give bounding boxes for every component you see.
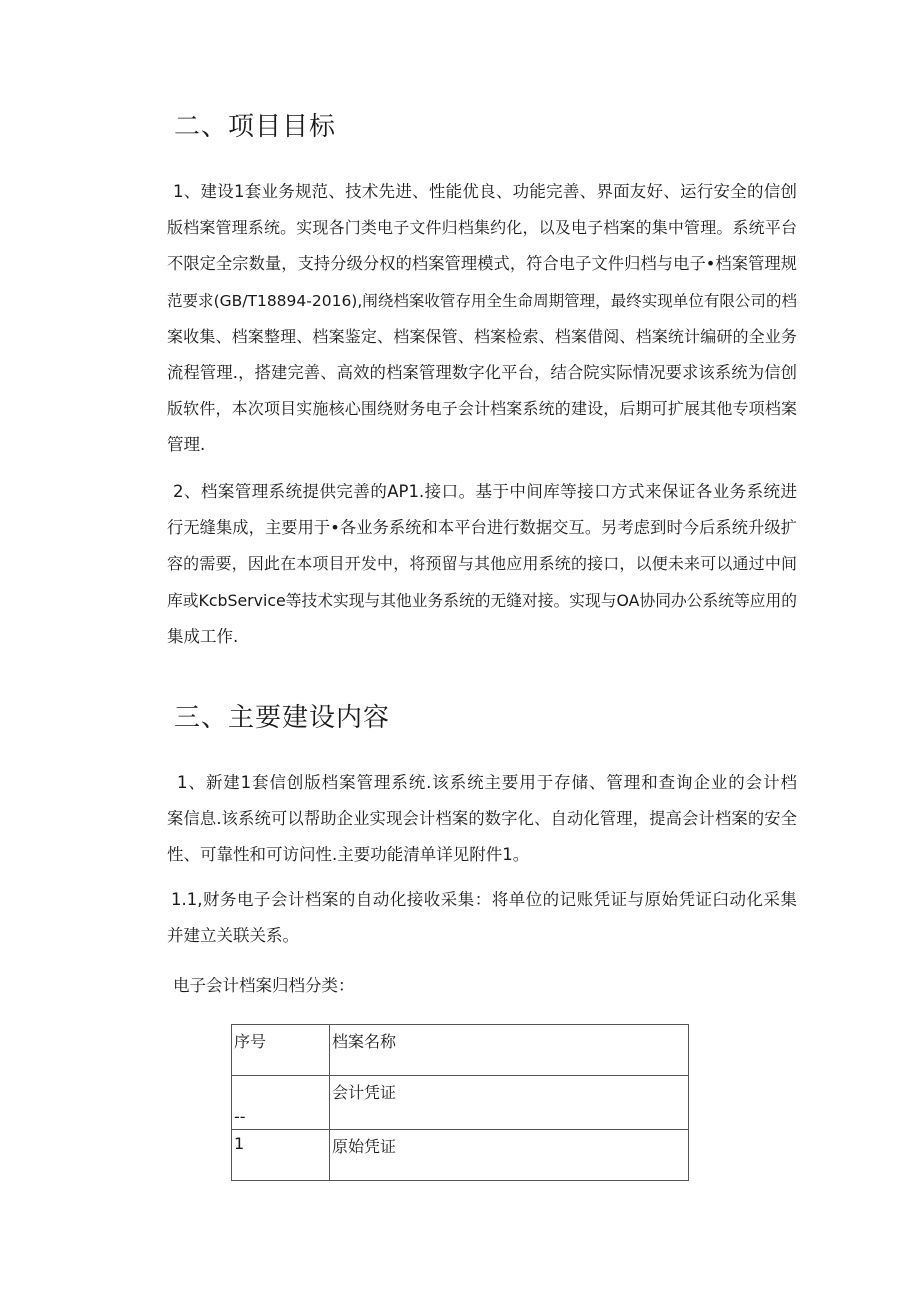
text-line: 集成工作. xyxy=(167,626,239,646)
section-2-paragraph-1 xyxy=(167,174,797,464)
text-line: 1.1,财务电子会计档案的自动化接收采集：将单位的记账凭证与原始凭证臼动化采集 xyxy=(171,890,797,909)
text-line: 库或KcbService等技术实现与其他业务系统的无缝对接。实现与OA协同办公系统等应用的 xyxy=(167,590,797,610)
text-line: 版档案管理系统。实现各门类电子文件归档集约化，以及电子档案的集中管理。系统平台 xyxy=(167,218,797,238)
text-line: 范要求(GB/T18894-2016),闱绕档案收管存用全生命周期管理，最终实现单位有限公司的档 xyxy=(167,291,797,310)
text-line: 1、新建1套信创版档案管理系统.该系统主要用于存储、管理和查询企业的会计档 xyxy=(177,773,797,792)
text-line: 1、建设1套业务规范、技术先进、性能优良、功能完善、界面友好、运行安全的信创 xyxy=(173,182,797,201)
text-line: 2、档案管理系统提供完善的AP1.接口。基于中间库等接口方式来保证各业务系统进 xyxy=(173,482,797,501)
table-header-row xyxy=(232,1025,689,1076)
text-line: 版软件，本次项目实施核心围绕财务电子会计档案系统的建设，后期可扩展其他专项档案 xyxy=(167,399,797,419)
text-line: 容的需要，因此在本项目开发中，将预留与其他应用系统的接口，以便未来可以通过中间 xyxy=(167,554,797,574)
table-cell: 会计凭证 xyxy=(330,1076,689,1130)
table-row xyxy=(232,1130,689,1181)
text-line: 性、可靠性和可访问性.主要功能清单详见附件1。 xyxy=(167,845,530,865)
text-line: 不限定全宗数量，支持分级分权的档案管理模式，符合电子文件归档与电子•档案管理规 xyxy=(167,254,797,274)
table-cell: -- xyxy=(232,1076,330,1130)
text-line: 案收集、档案整理、档案鉴定、档案保管、档案检索、档案借阅、档案统计编研的全业务 xyxy=(167,326,797,346)
table-row xyxy=(232,1076,689,1130)
table-header-cell: 序号 xyxy=(232,1025,330,1076)
section-3-paragraph-2 xyxy=(167,882,797,954)
archive-classification-table xyxy=(231,1024,689,1181)
text-line: 流程管理.，搭建完善、高效的档案管理数字化平台，结合院实际情况要求该系统为信创 xyxy=(167,363,797,383)
section-3-paragraph-3 xyxy=(173,968,803,1004)
section-3-paragraph-1 xyxy=(167,765,797,874)
table-header-cell: 档案名称 xyxy=(330,1025,689,1076)
table-cell: 原始凭证 xyxy=(330,1130,689,1181)
text-line: 行无缝集成，主要用于•各业务系统和本平台进行数据交互。另考虑到时今后系统升级扩 xyxy=(167,518,797,538)
text-line: 管理. xyxy=(167,435,206,455)
section-2-paragraph-2 xyxy=(167,474,797,655)
section-3-title: 三、主要建设内容 xyxy=(174,703,391,733)
section-2-title: 二、项目目标 xyxy=(174,112,337,142)
text-line: 案信息.该系统可以帮助企业实现会计档案的数字化、自动化管理，提高会计档案的安全 xyxy=(167,809,797,829)
text-line: 并建立关联关系。 xyxy=(167,926,299,946)
table-cell: 1 xyxy=(232,1130,330,1181)
text-line: 电子会计档案归档分类： xyxy=(173,976,355,995)
